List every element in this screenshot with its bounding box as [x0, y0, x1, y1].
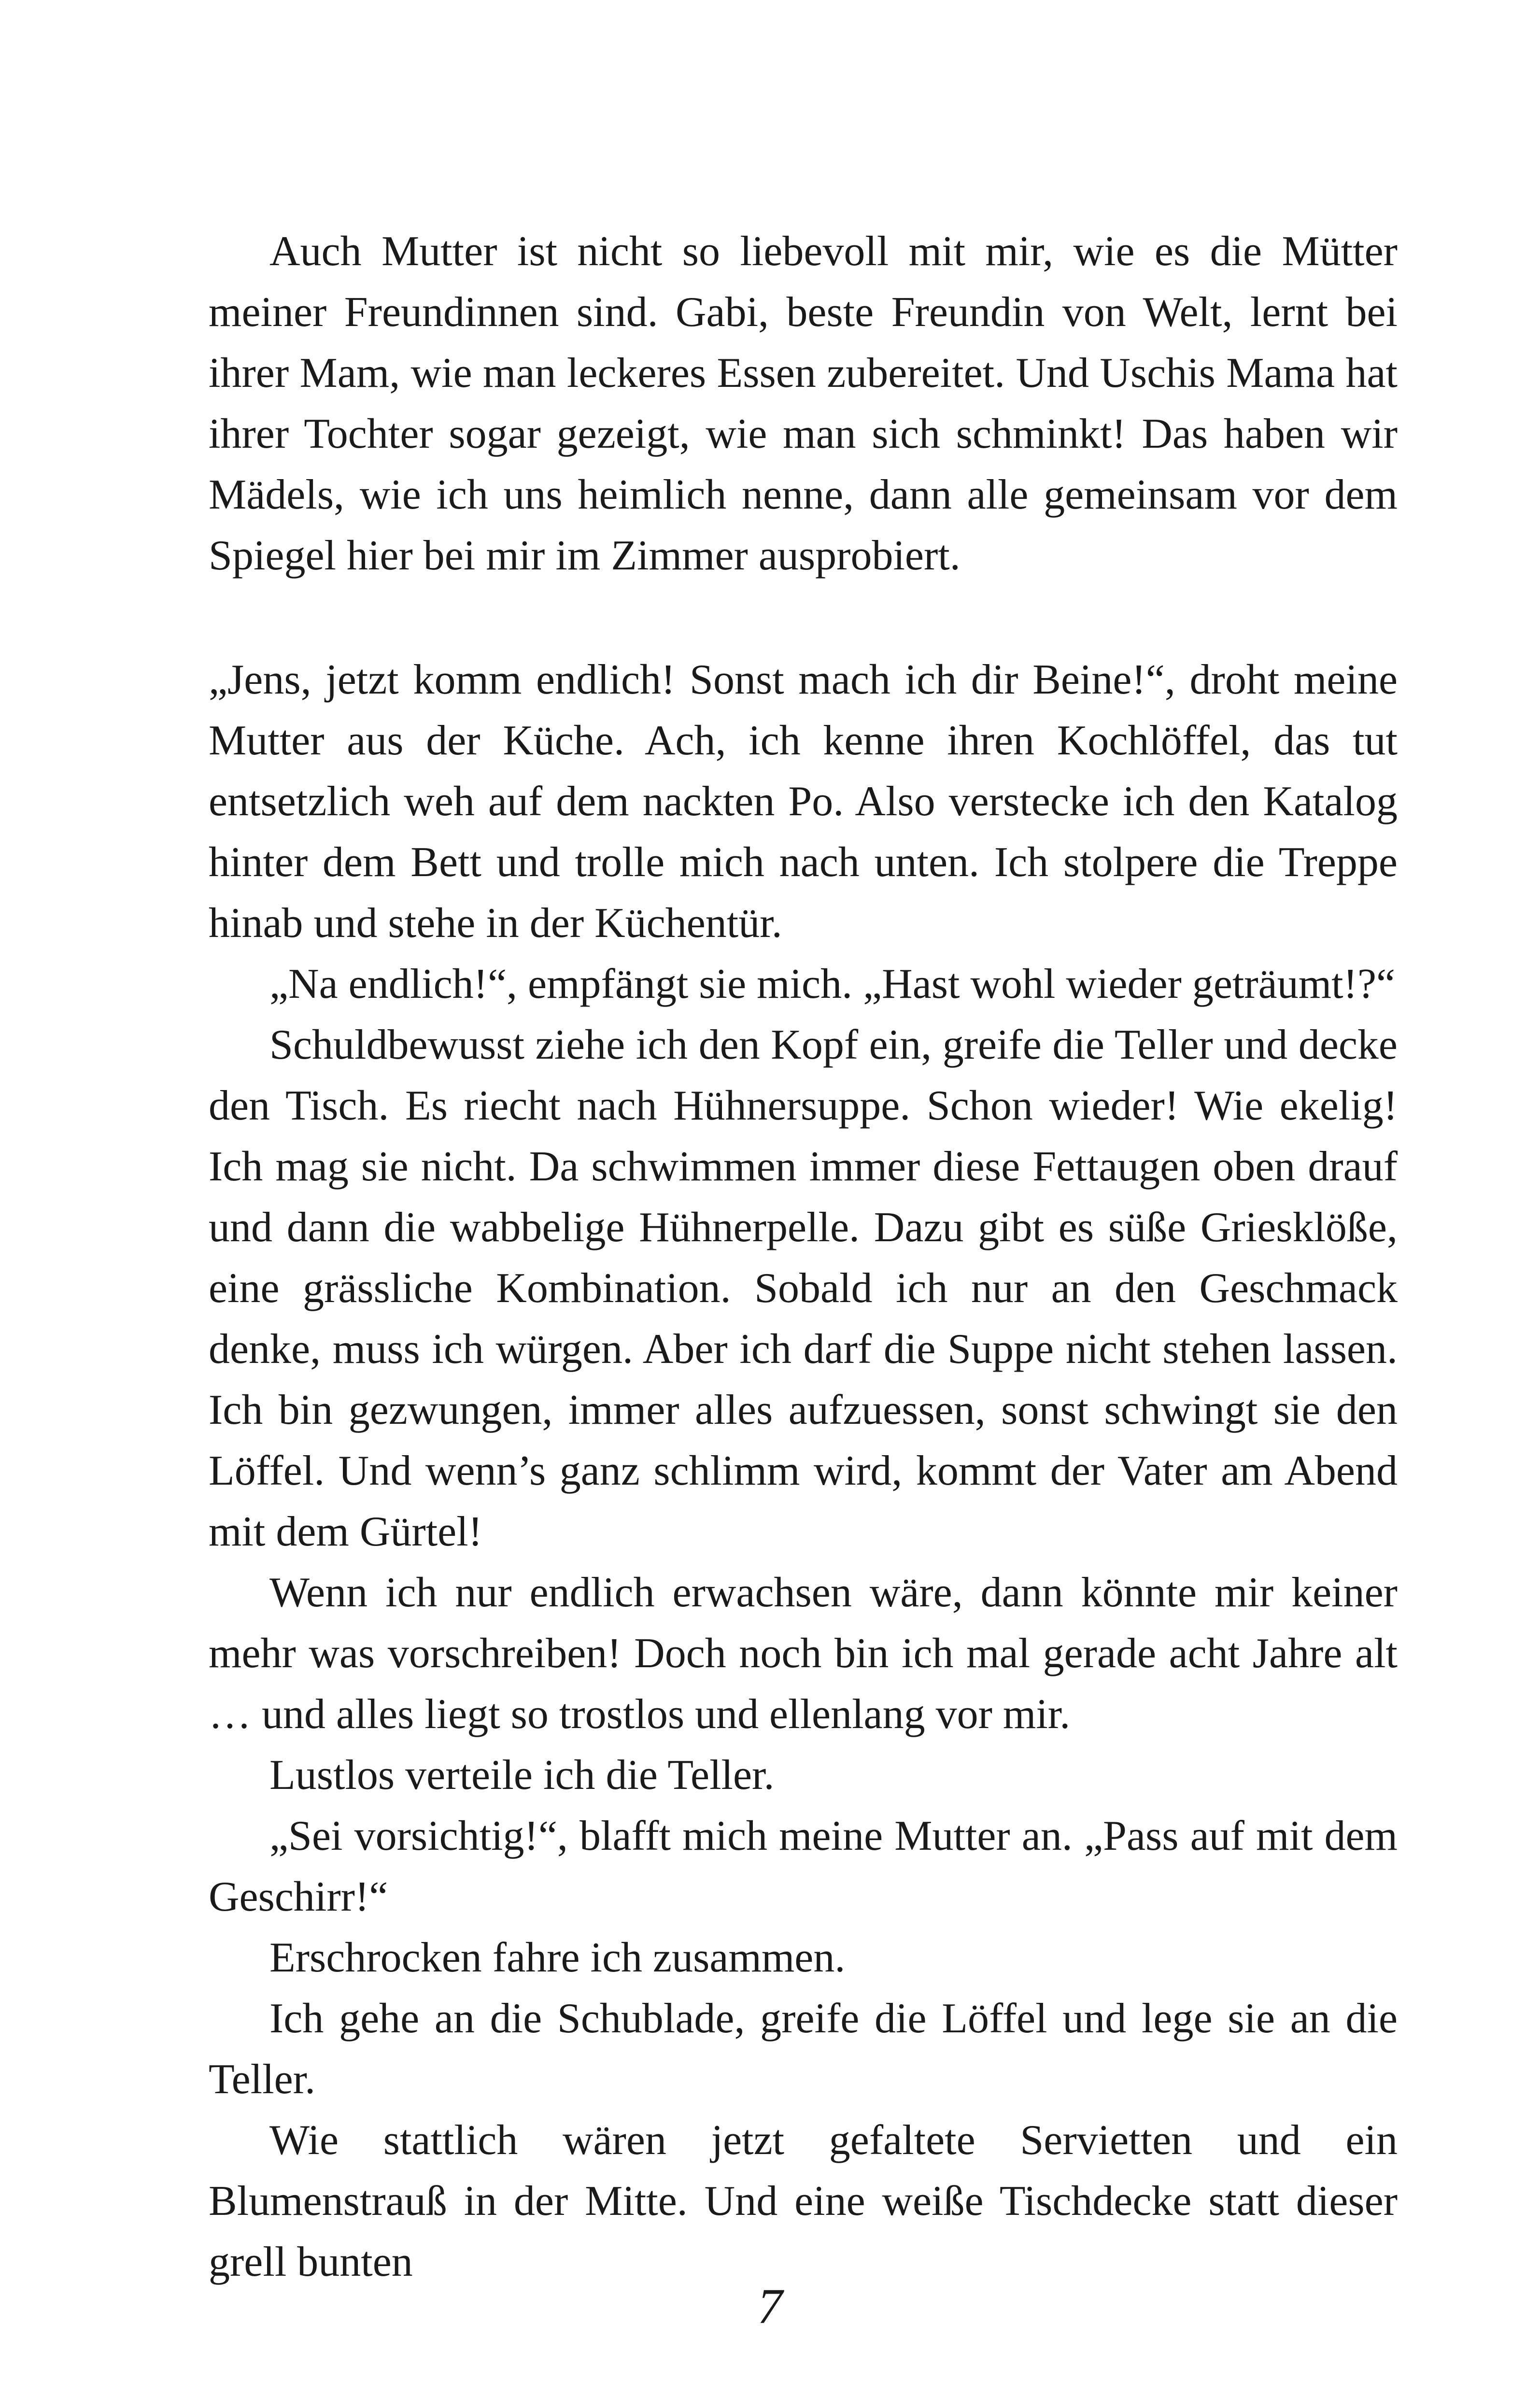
paragraph: Wie stattlich wären jetzt gefaltete Servietten und ein Blumenstrauß in der Mitte. Und eine weiße Tischdecke statt dieser grell bunten	[209, 2117, 1398, 2285]
paragraph: Lustlos verteile ich die Teller.	[269, 1752, 775, 1799]
text-block-1	[209, 221, 1398, 586]
paragraph: Schuldbewusst ziehe ich den Kopf ein, greife die Teller und decke den Tisch. Es riecht nach Hühnersuppe. Schon wieder! Wie ekelig! Ich mag sie nicht. Da schwimmen immer diese Fettaugen oben drauf und dann die wabbelige Hühnerpelle. Dazu gibt es süße Griesklöße, eine grässliche Kombination. Sobald ich nur an den Geschmack denke, muss ich würgen. Aber ich darf die Suppe nicht stehen lassen. Ich bin gezwungen, immer alles aufzuessen, sonst schwingt sie den Löffel. Und wenn’s ganz schlimm wird, kommt der Vater am Abend mit dem Gürtel!	[209, 1021, 1398, 1555]
paragraph: Wenn ich nur endlich erwachsen wäre, dann könnte mir keiner mehr was vorschreiben! Doch noch bin ich mal gerade acht Jahre alt … und alles liegt so trostlos und ellenlang vor mir.	[209, 1569, 1398, 1738]
paragraph: Ich gehe an die Schublade, greife die Löffel und lege sie an die Teller.	[209, 1995, 1398, 2103]
paragraph: Erschrocken fahre ich zusammen.	[269, 1934, 846, 1981]
paragraph: „Sei vorsichtig!“, blafft mich meine Mutter an. „Pass auf mit dem Geschirr!“	[209, 1813, 1398, 1920]
page-number: 7	[757, 2279, 783, 2334]
paragraph: „Na endlich!“, empfängt sie mich. „Hast wohl wieder geträumt!?“	[269, 961, 1396, 1007]
paragraph: Auch Mutter ist nicht so liebevoll mit mir, wie es die Mütter meiner Freundinnen sind. Gabi, beste Freundin von Welt, lernt bei ihrer Mam, wie man leckeres Essen zubereitet. Und Uschis Mama hat ihrer Tochter sogar gezeigt, wie man sich schminkt! Das haben wir Mädels, wie ich uns heimlich nenne, dann alle gemeinsam vor dem Spiegel hier bei mir im Zimmer ausprobiert.	[209, 228, 1398, 579]
paragraph: „Jens, jetzt komm endlich! Sonst mach ich dir Beine!“, droht meine Mutter aus der Küche. Ach, ich kenne ihren Kochlöffel, das tut entsetzlich weh auf dem nackten Po. Also verstecke ich den Katalog hinter dem Bett und trolle mich nach unten. Ich stolpere die Treppe hinab und stehe in der Küchentür.	[209, 656, 1398, 947]
text-block-2	[209, 650, 1398, 2293]
